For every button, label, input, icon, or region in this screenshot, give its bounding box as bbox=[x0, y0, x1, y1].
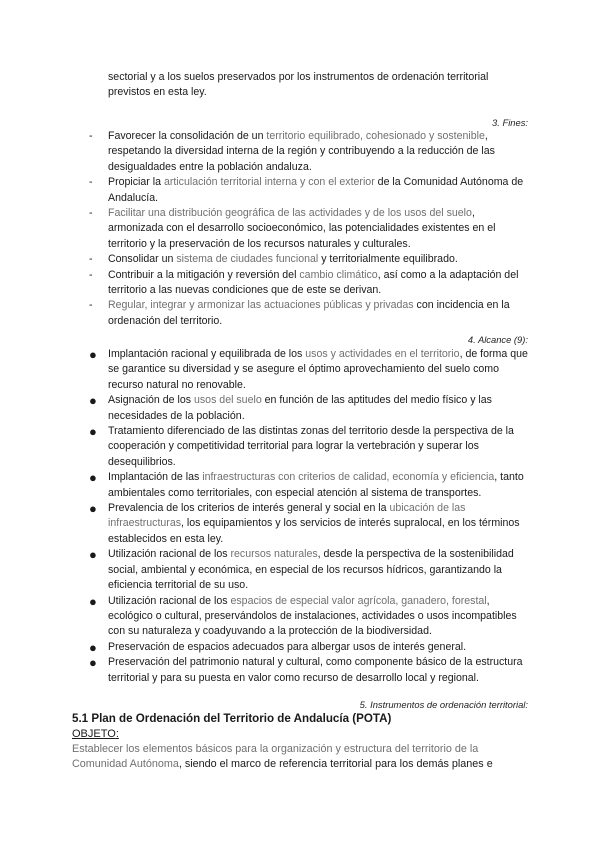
item-text: en función de las aptitudes del medio físico y las necesidades de la población. bbox=[108, 394, 492, 422]
highlight-text: Facilitar una distribución geográfica de las actividades y de los usos del suelo bbox=[108, 207, 472, 220]
highlight-text: recursos naturales bbox=[230, 548, 318, 561]
item-text: Favorecer la consolidación de un bbox=[108, 130, 267, 142]
alcance-item bbox=[72, 594, 528, 640]
alcance-item bbox=[72, 347, 528, 393]
item-text: , de forma que se garantice su diversidad y se asegure el óptimo aprovechamiento del suelo como recurso natural no renovable. bbox=[108, 348, 528, 391]
intro-paragraph: sectorial y a los suelos preservados por los instrumentos de ordenación territorial previstos en esta ley. bbox=[108, 71, 489, 99]
item-text: con incidencia en la ordenación del territorio. bbox=[108, 299, 510, 327]
dot-bullet: ● bbox=[89, 547, 97, 563]
fines-item bbox=[72, 268, 528, 299]
dash-bullet: - bbox=[89, 130, 93, 142]
dash-bullet: - bbox=[89, 176, 93, 189]
alcance-item bbox=[72, 424, 528, 470]
objeto-colon: : bbox=[115, 728, 119, 740]
fines-item bbox=[72, 206, 528, 252]
item-text: Consolidar un bbox=[108, 253, 177, 266]
dot-bullet: ● bbox=[89, 347, 97, 362]
item-text: Implantación de las bbox=[108, 471, 203, 484]
dot-bullet: ● bbox=[89, 639, 97, 655]
item-text: , desde la perspectiva de la sostenibilidad social, ambiental y económica, en especial de los recursos hídricos, garantizando la eficiencia territorial de su uso. bbox=[108, 548, 514, 592]
highlight-text: espacios de especial valor agrícola, ganadero, forestal bbox=[230, 594, 487, 607]
highlight-text: usos del suelo bbox=[193, 394, 262, 407]
alcance-item bbox=[72, 640, 528, 655]
highlight-text: articulación territorial interna y con el exterior bbox=[163, 176, 375, 189]
dot-bullet: ● bbox=[89, 393, 97, 409]
alcance-item bbox=[72, 470, 528, 501]
item-text: Utilización racional de los bbox=[108, 594, 231, 607]
item-text: Prevalencia de los criterios de interés general y social en la bbox=[108, 502, 390, 515]
fines-item bbox=[72, 129, 528, 175]
item-text: Asignación de los bbox=[108, 394, 194, 407]
dot-bullet: ● bbox=[89, 470, 97, 486]
dash-bullet: - bbox=[89, 268, 93, 281]
objeto-body-rest: , siendo el marco de referencia territorial para los demás planes e bbox=[178, 758, 493, 771]
objeto-body bbox=[72, 742, 528, 773]
dot-bullet: ● bbox=[89, 655, 97, 671]
objeto-label bbox=[72, 728, 119, 740]
alcance-item bbox=[72, 501, 528, 547]
highlight-text: Regular, integrar y armonizar las actuaciones públicas y privadas bbox=[108, 299, 414, 312]
highlight-text: usos y actividades en el territorio bbox=[305, 348, 460, 360]
item-text: , armonizada con el desarrollo socioeconómico, las potencialidades existentes en el territorio y la preservación de los recursos naturales y culturales. bbox=[108, 207, 496, 250]
item-text: y territorialmente equilibrado. bbox=[318, 253, 458, 266]
dot-bullet: ● bbox=[89, 424, 97, 440]
highlight-text: cambio climático bbox=[299, 268, 378, 281]
objeto-label-text: OBJETO bbox=[72, 728, 116, 740]
highlight-text: sistema de ciudades funcional bbox=[176, 253, 319, 266]
fines-list bbox=[72, 129, 528, 329]
highlight-text: ubicación de las infraestructuras bbox=[108, 502, 466, 530]
item-text: de la Comunidad Autónoma de Andalucía. bbox=[108, 176, 524, 204]
instrumentos-heading: 5. Instrumentos de ordenación territorial: bbox=[359, 699, 528, 710]
alcance-item bbox=[72, 655, 528, 686]
alcance-item bbox=[72, 547, 528, 593]
item-text: Preservación de espacios adecuados para albergar usos de interés general. bbox=[108, 640, 467, 653]
item-text: , los equipamientos y los servicios de interés supralocal, en los términos establecidos en esta ley. bbox=[108, 517, 520, 545]
fines-heading: 3. Fines: bbox=[492, 117, 528, 128]
item-text: Implantación racional y equilibrada de los bbox=[108, 348, 306, 360]
dash-bullet: - bbox=[89, 253, 93, 266]
dot-bullet: ● bbox=[89, 501, 97, 517]
fines-item bbox=[72, 298, 528, 329]
fines-item bbox=[72, 252, 528, 267]
alcance-heading: 4. Alcance (9): bbox=[467, 334, 528, 345]
highlight-text: infraestructuras con criterios de calidad, economía y eficiencia bbox=[202, 471, 495, 484]
item-text: , tanto ambientales como territoriales, con especial atención al sistema de transportes. bbox=[108, 471, 524, 499]
item-text: Propiciar la bbox=[108, 176, 164, 189]
fines-item bbox=[72, 175, 528, 206]
item-text: Tratamiento diferenciado de las distintas zonas del territorio desde la perspectiva de la cooperación y competitividad territorial para lograr la vertebración y superar los desequilibrios. bbox=[108, 425, 514, 468]
dash-bullet: - bbox=[89, 299, 93, 312]
item-text: , así como a la adaptación del territorio a las nuevas condiciones que de este se derivan. bbox=[108, 268, 519, 297]
item-text: , ecológico o cultural, preservándolos de instalaciones, actividades o usos incompatibles con su naturaleza y coadyuvando a la protección de la biodiversidad. bbox=[108, 594, 517, 638]
item-text: Utilización racional de los bbox=[108, 548, 231, 561]
dash-bullet: - bbox=[89, 207, 93, 220]
dot-bullet: ● bbox=[89, 593, 97, 609]
objeto-body-highlight: Establecer los elementos básicos para la organización y estructura del territorio de la Comunidad Autónoma bbox=[72, 743, 479, 771]
alcance-item bbox=[72, 393, 528, 424]
item-text: Contribuir a la mitigación y reversión del bbox=[108, 268, 300, 281]
alcance-list bbox=[72, 347, 528, 686]
item-text: Preservación del patrimonio natural y cultural, como componente básico de la estructura territorial y para su puesta en valor como recurso de desarrollo local y regional. bbox=[108, 656, 523, 684]
highlight-text: territorio equilibrado, cohesionado y sostenible bbox=[266, 130, 485, 142]
section-title-pota: 5.1 Plan de Ordenación del Territorio de Andalucía (POTA) bbox=[72, 712, 392, 725]
item-text: , respetando la diversidad interna de la región y contribuyendo a la reducción de las desigualdades entre la población andaluza. bbox=[108, 130, 495, 173]
